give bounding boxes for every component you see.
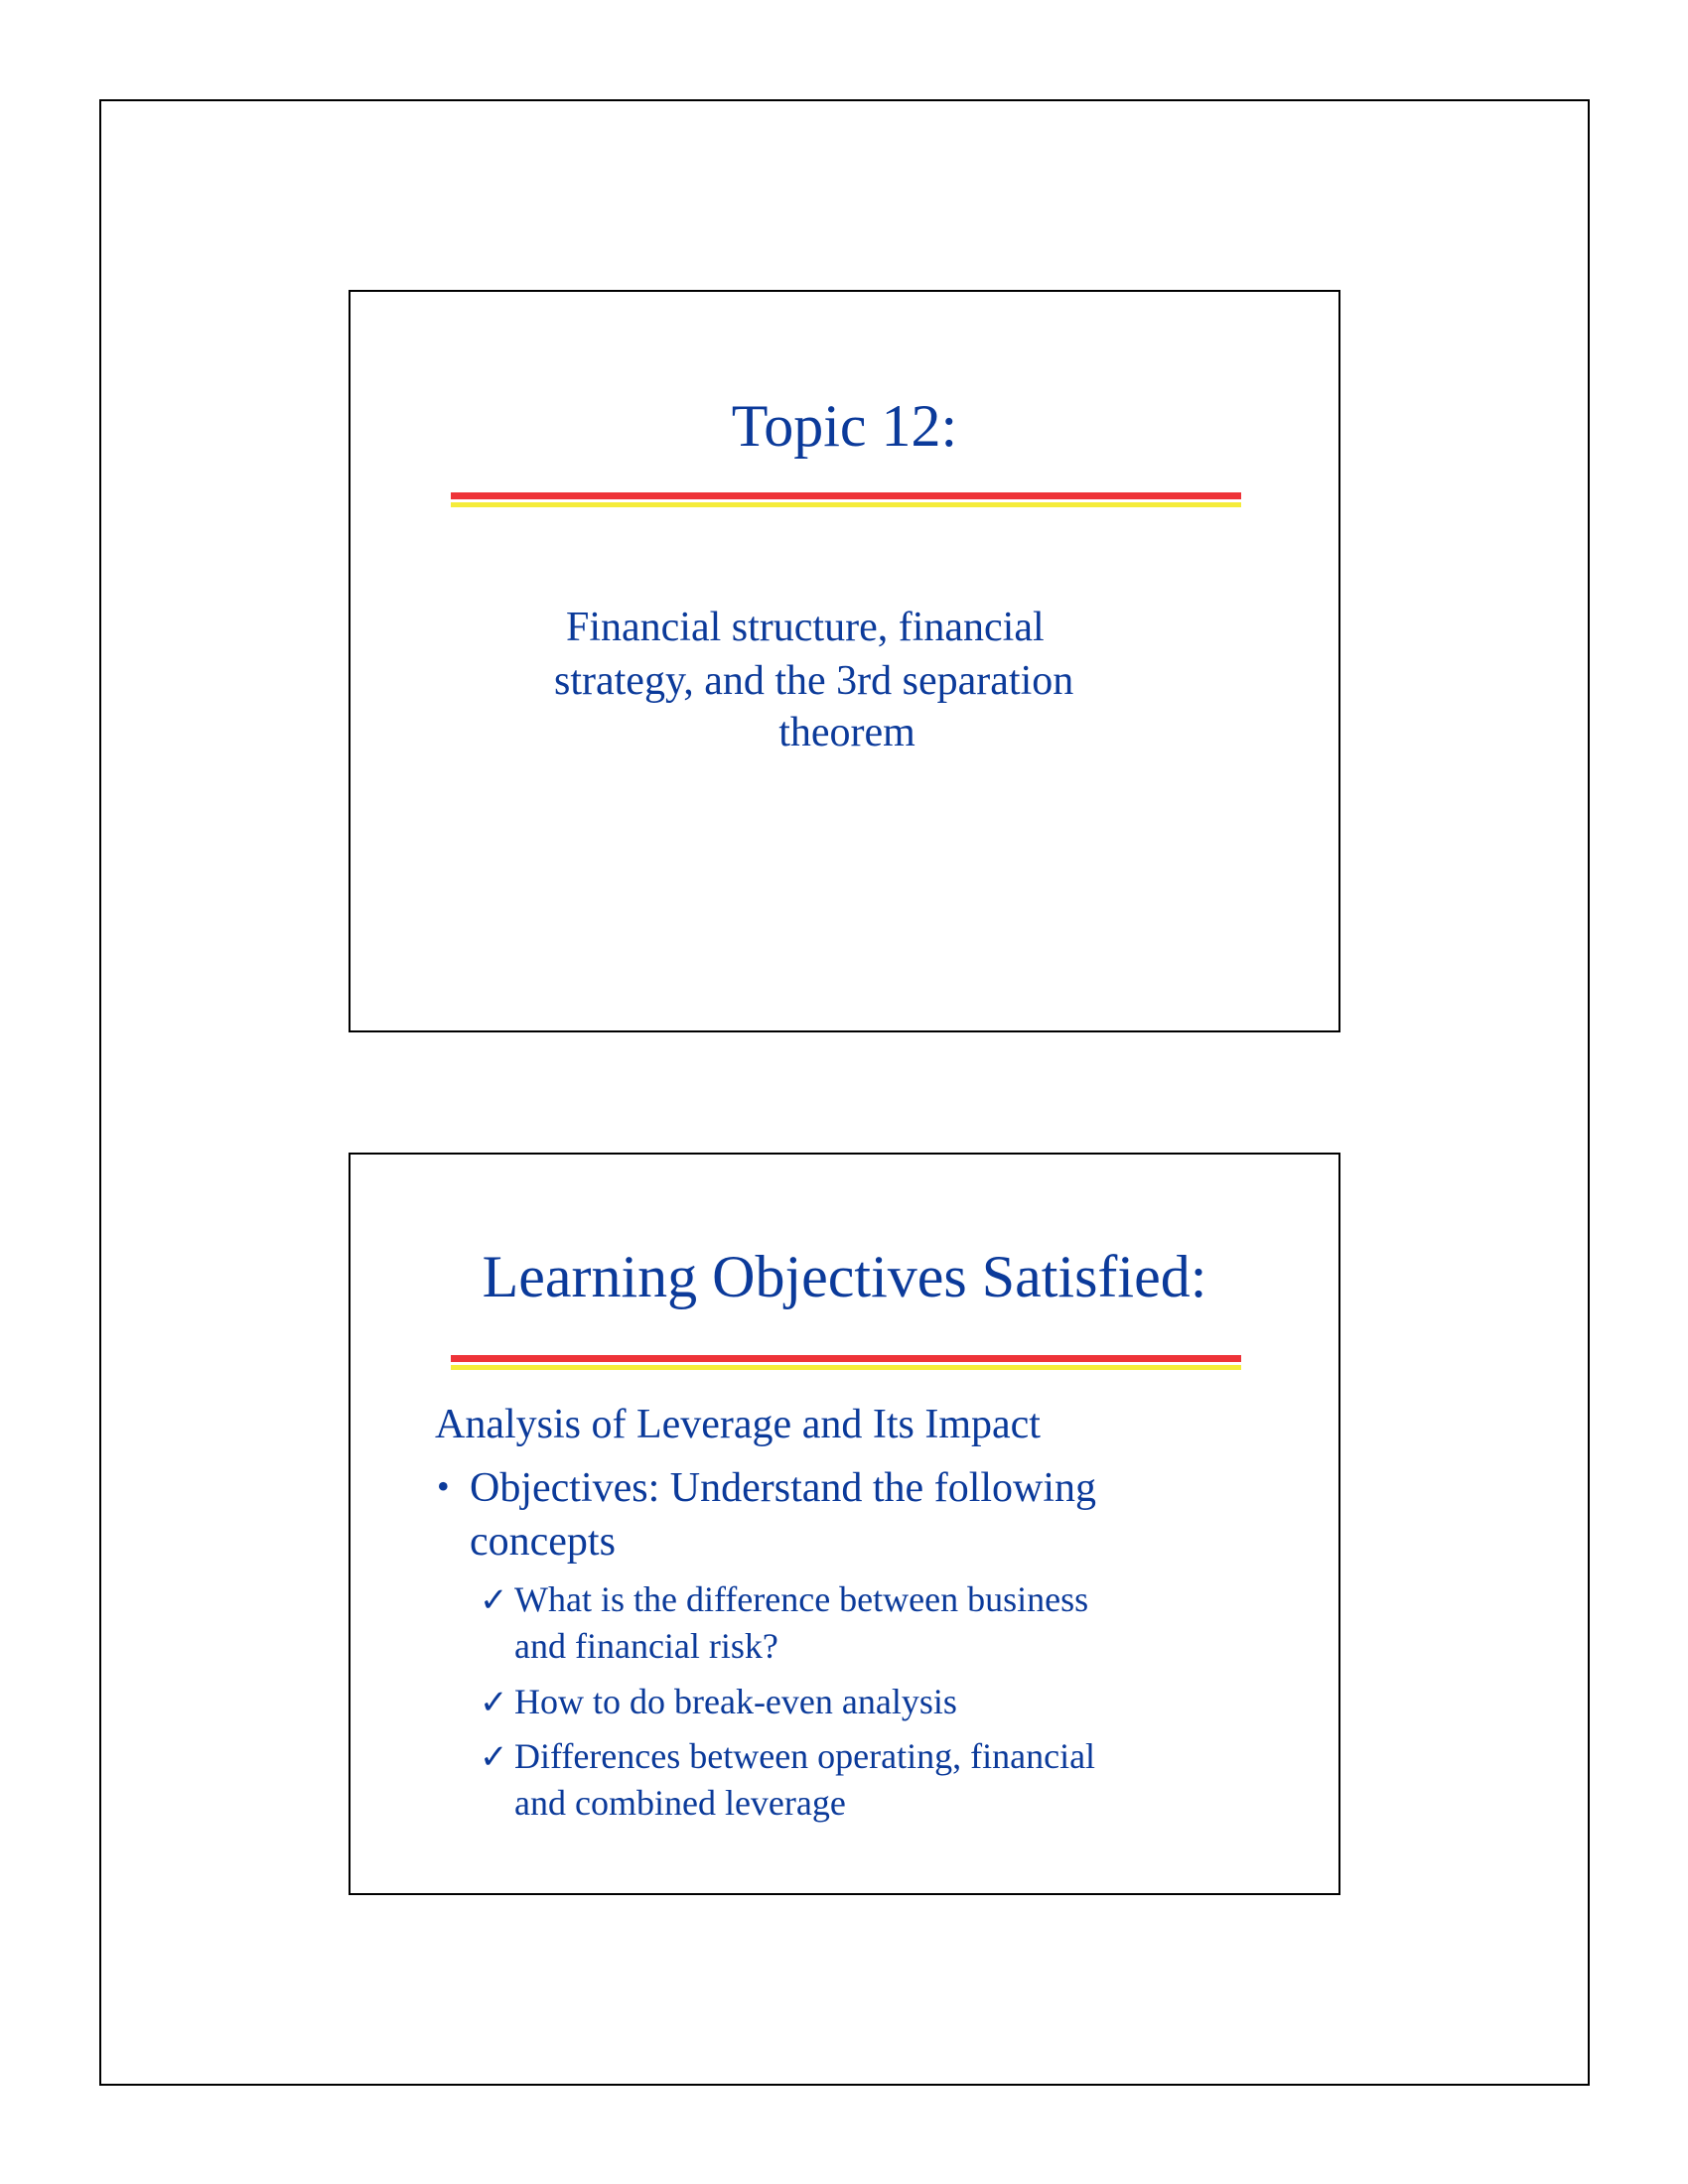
checkmark-icon: ✓ bbox=[480, 1739, 508, 1776]
title-underline-yellow bbox=[451, 1365, 1241, 1370]
subtitle-line-2: strategy, and the 3rd separation bbox=[554, 658, 1074, 704]
bullet-line-1: Objectives: Understand the following bbox=[470, 1465, 1097, 1511]
check-item-3-line-1: Differences between operating, financial bbox=[514, 1736, 1096, 1776]
title-underline-red bbox=[451, 492, 1241, 499]
checkmark-icon: ✓ bbox=[480, 1582, 508, 1619]
slide-title: Topic 12: bbox=[731, 393, 958, 459]
subtitle-line-1: Financial structure, financial bbox=[566, 605, 1045, 650]
title-underline-red bbox=[451, 1355, 1241, 1362]
checkmark-icon: ✓ bbox=[480, 1685, 508, 1721]
subtitle-line-3: theorem bbox=[778, 710, 915, 755]
check-item-1-line-1: What is the difference between business bbox=[514, 1579, 1089, 1619]
title-underline-yellow bbox=[451, 502, 1241, 507]
slide-learning-objectives bbox=[349, 1153, 1340, 1895]
section-heading: Analysis of Leverage and Its Impact bbox=[435, 1402, 1041, 1447]
check-item-3-line-2: and combined leverage bbox=[514, 1783, 846, 1823]
slide-topic-12 bbox=[349, 290, 1340, 1032]
bullet-line-2: concepts bbox=[470, 1519, 616, 1565]
check-item-2-line-1: How to do break-even analysis bbox=[514, 1682, 957, 1721]
slide-title: Learning Objectives Satisfied: bbox=[482, 1244, 1207, 1309]
check-item-1-line-2: and financial risk? bbox=[514, 1626, 778, 1666]
bullet-dot-icon: • bbox=[437, 1466, 450, 1506]
